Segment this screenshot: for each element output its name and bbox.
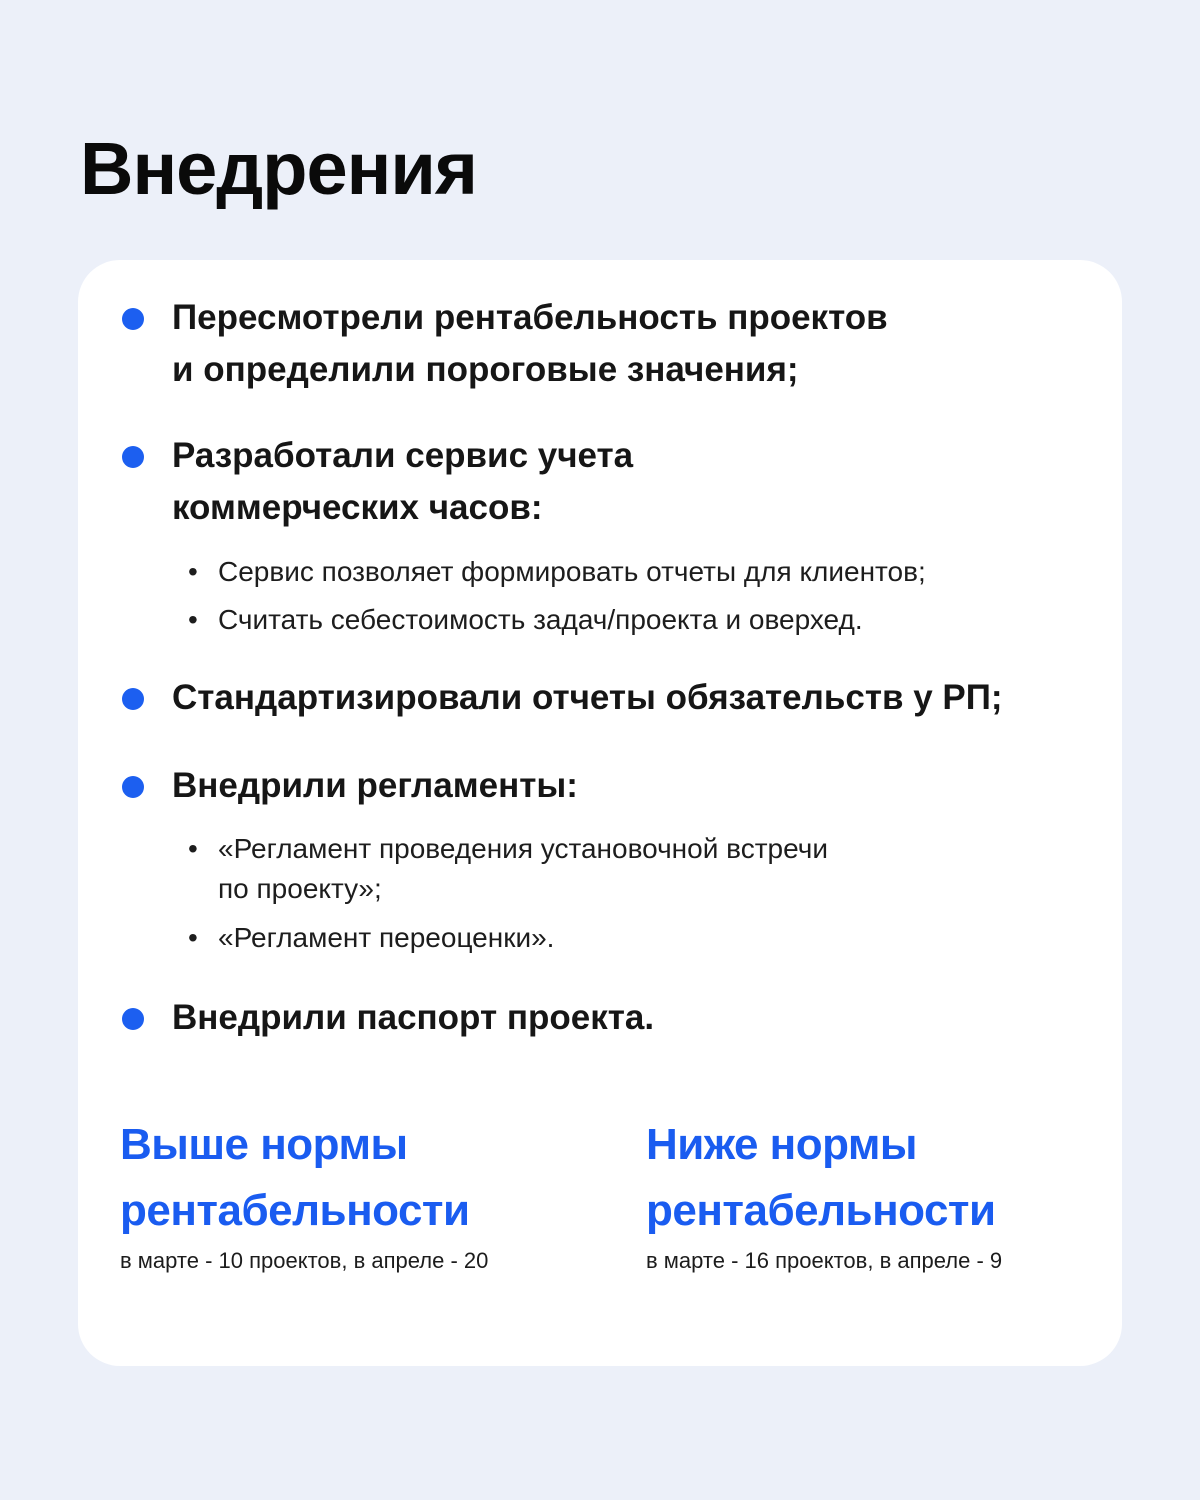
dot-bullet-icon: • <box>188 833 198 864</box>
stat-below-title <box>646 1112 996 1244</box>
blue-bullet-icon <box>122 308 144 330</box>
list-item-passport <box>172 992 1092 1044</box>
sub-item-line: «Регламент проведения установочной встречи <box>218 833 828 864</box>
item-line: коммерческих часов: <box>172 488 543 527</box>
blue-bullet-icon <box>122 1008 144 1030</box>
item-line: Внедрили паспорт проекта. <box>172 998 655 1037</box>
dot-bullet-icon: • <box>188 922 198 953</box>
sub-item-line: Сервис позволяет формировать отчеты для клиентов; <box>218 556 926 587</box>
stat-above-note: в марте - 10 проектов, в апреле - 20 <box>120 1248 489 1273</box>
sub-item-line: Считать себестоимость задач/проекта и оверхед. <box>218 604 863 635</box>
list-item-regulations <box>172 760 1092 812</box>
stat-above-title <box>120 1112 470 1244</box>
item-line: Стандартизировали отчеты обязательств у РП; <box>172 678 1003 717</box>
stat-title-line: рентабельности <box>646 1186 996 1235</box>
list-item-profitability <box>172 292 1092 396</box>
item-line: и определили пороговые значения; <box>172 350 799 389</box>
item-line: Внедрили регламенты: <box>172 766 578 805</box>
sub-item-line: по проекту»; <box>218 873 382 904</box>
stat-title-line: Ниже нормы <box>646 1120 918 1169</box>
sub-item-revaluation-regulation <box>188 918 1038 958</box>
content-card <box>78 260 1122 1366</box>
stat-title-line: рентабельности <box>120 1186 470 1235</box>
list-item-service <box>172 430 1092 534</box>
sub-item-reports <box>188 552 1038 592</box>
stat-title-line: Выше нормы <box>120 1120 408 1169</box>
blue-bullet-icon <box>122 688 144 710</box>
sub-item-meeting-regulation <box>188 829 1038 909</box>
item-line: Разработали сервис учета <box>172 436 634 475</box>
sub-item-line: «Регламент переоценки». <box>218 922 555 953</box>
dot-bullet-icon: • <box>188 604 198 635</box>
blue-bullet-icon <box>122 776 144 798</box>
sub-item-cost <box>188 600 1038 640</box>
item-line: Пересмотрели рентабельность проектов <box>172 298 888 337</box>
blue-bullet-icon <box>122 446 144 468</box>
page-title: Внедрения <box>80 127 477 210</box>
list-item-standardization <box>172 672 1092 724</box>
stat-below-note: в марте - 16 проектов, в апреле - 9 <box>646 1248 1003 1273</box>
dot-bullet-icon: • <box>188 556 198 587</box>
